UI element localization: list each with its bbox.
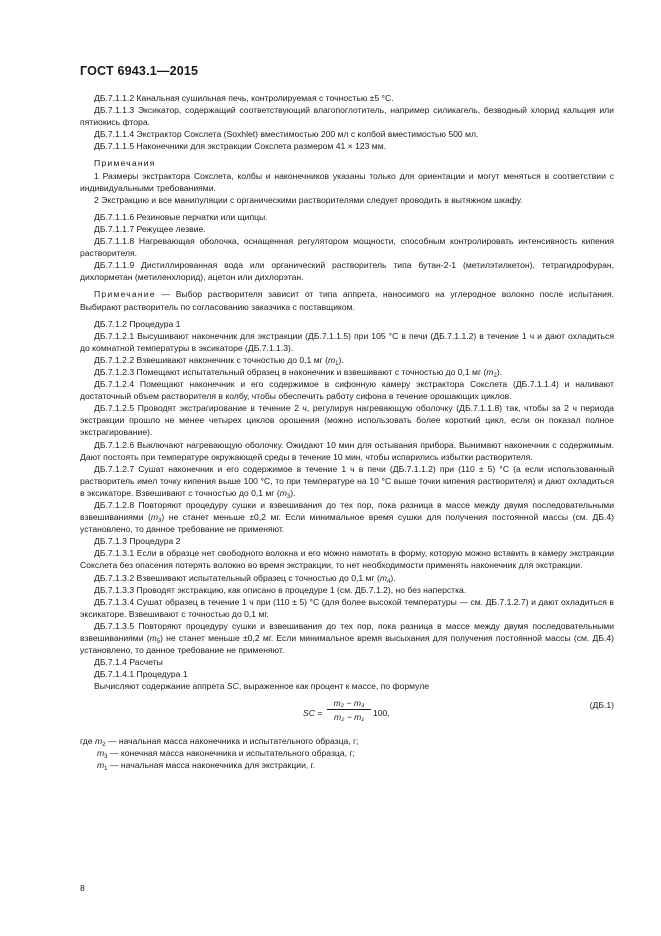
- note: Примечание — Выбор растворителя зависит от типа аппрета, наносимого на углеродное волокно после испытания. Выбирают растворитель по согласованию заказчика с поставщиком.: [80, 289, 614, 312]
- paragraph: ДБ.7.1.2.6 Выключают нагревающую оболочку. Ожидают 10 мин для остывания прибора. Вынимают наконечник с содержимым. Дают постоять при температуре окружающей среды в течение 10 мин, чтобы испарились избытки растворителя.: [80, 439, 614, 462]
- paragraph: ДБ.7.1.2.5 Проводят экстрагирование в течение 2 ч, регулируя нагревающую оболочку (ДБ.7.1.1.8) так, чтобы за 2 ч периода экстракции прошло не менее четырех циклов орошения (можно использовать более короткий цикл, если он показал полное экстрагирование).: [80, 403, 614, 438]
- document-body: [80, 92, 614, 771]
- paragraph: ДБ.7.1.1.4 Экстрактор Сокслета (Soxhlet) вместимостью 200 мл с колбой вместимостью 500 мл.: [94, 129, 479, 140]
- where-line: $m_3$ — конечная масса наконечника и испытательного образца, г;: [97, 747, 355, 760]
- paragraph: Вычисляют содержание аппрета SC, выраженное как процент к массе, по формуле: [94, 681, 430, 692]
- section-heading: ДБ.7.1.2 Процедура 1: [94, 318, 181, 329]
- paragraph: ДБ.7.1.2.7 Сушат наконечник и его содержимое в течение 1 ч в печи (ДБ.7.1.1.2) при (110 ± 5) °С (а если использованный растворитель имел точку кипения выше 100 °С, то при температуре на 10 °С выше точки кипения растворителя) и дают охладиться в эксикаторе. Взвешивают с точностью до 0,1 мг $(m_3)$.: [80, 463, 614, 500]
- paragraph: ДБ.7.1.3.2 Взвешивают испытательный образец с точностью до 0,1 мг $(m_4)$.: [94, 572, 396, 585]
- notes-heading: Примечания: [94, 158, 156, 169]
- paragraph: ДБ.7.1.3.5 Повторяют процедуру сушки и взвешивания до тех пор, пока разница в массе между двумя последовательными взвешиваниями $(m_5)$ не станет меньше ±0,2 мг. Если минимальное время высыхания для получения постоянной массы (см. ДБ.4) установлено, то данное требование не применяют.: [80, 620, 614, 656]
- paragraph: ДБ.7.1.1.2 Канальная сушильная печь, контролируемая с точностью ±5 °С.: [94, 93, 394, 103]
- formula-multiplier: 100,: [373, 707, 390, 718]
- note-label: Примечание: [94, 289, 156, 300]
- paragraph: ДБ.7.1.1.3 Эксикатор, содержащий соответствующий влагопоглотитель, например силикагель, безводный хлорид кальция или пятиокись фтора.: [80, 105, 614, 128]
- formula-numerator: m₂ − m₃: [333, 697, 365, 708]
- where-line: $m_1$ — начальная масса наконечника для экстракции, г.: [97, 759, 316, 772]
- section-heading: ДБ.7.1.4 Расчеты: [94, 657, 163, 668]
- paragraph: ДБ.7.1.2.8 Повторяют процедуру сушки и взвешивания до тех пор, пока разница в массе между двумя последовательными взвешиваниями $(m_3)$ не станет меньше ±0,2 мг. Если минимальное время сушки для получения постоянной массы (см. ДБ.4) установлено, то данное требование не применяют.: [80, 500, 615, 535]
- paragraph: ДБ.7.1.2.1 Высушивают наконечник для экстракции (ДБ.7.1.1.5) при 105 °С в печи (ДБ.7.1.1.2) в течение 1 ч и дают охладиться до комнатной температуры в эксикаторе (ДБ.7.1.1.3).: [80, 330, 614, 353]
- paragraph: ДБ.7.1.1.9 Дистиллированная вода или органический растворитель типа бутан-2-1 (метилэтилкетон), тетрагидрофуран, дихлорметан (метиленхлорид), ацетон или дихлорэтан.: [80, 260, 614, 283]
- paragraph: ДБ.7.1.1.6 Резиновые перчатки или щипцы.: [94, 211, 268, 222]
- paragraph: ДБ.7.1.2.2 Взвешивают наконечник с точностью до 0,1 мг $(m_1)$.: [94, 354, 344, 367]
- section-heading: ДБ.7.1.4.1 Процедура 1: [94, 669, 188, 680]
- note: 2 Экстракцию и все манипуляции с органическими растворителями следует проводить в вытяжном шкафу.: [94, 194, 523, 205]
- paragraph: ДБ.7.1.1.5 Наконечники для экстракции Сокслета размером 41 × 123 мм.: [94, 141, 387, 152]
- document-header: ГОСТ 6943.1—2015: [80, 64, 199, 78]
- paragraph: ДБ.7.1.3.3 Проводят экстракцию, как описано в процедуре 1 (см. ДБ.7.1.2), но без наперстка.: [94, 584, 467, 595]
- formula-db1: [80, 697, 614, 731]
- formula-fraction: [327, 697, 371, 723]
- note: 1 Размеры экстрактора Сокслета, колбы и наконечников указаны только для ориентации и могут меняться в соответствии с индивидуальными требованиями.: [80, 170, 614, 193]
- paragraph: ДБ.7.1.3.4 Сушат образец в течение 1 ч при (110 ± 5) °С (для более высокой температуры — см. ДБ.7.1.2.7) и дают охладиться в эксикаторе. Взвешивают с точностью до 0,1 мг.: [80, 596, 614, 619]
- formula-number: (ДБ.1): [589, 699, 614, 710]
- formula-lhs: SC =: [303, 707, 323, 718]
- where-line: где $m_2$ — начальная масса наконечника и испытательного образца, г;: [80, 735, 359, 748]
- section-heading: ДБ.7.1.3 Процедура 2: [94, 536, 181, 547]
- page-number: 8: [80, 883, 85, 893]
- paragraph: ДБ.7.1.1.8 Нагревающая оболочка, оснащенная регулятором мощности, способным контролировать интенсивность кипения растворителя.: [80, 236, 614, 259]
- paragraph: ДБ.7.1.1.7 Режущее лезвие.: [94, 223, 206, 234]
- paragraph: ДБ.7.1.2.4 Помещают наконечник и его содержимое в сифонную камеру экстрактора Сокслета (ДБ.7.1.1.4) и наливают достаточный объем растворителя в колбу, чтобы обеспечить работу сифона в течение орошающих циклов.: [80, 379, 614, 402]
- paragraph: ДБ.7.1.3.1 Если в образце нет свободного волокна и его можно намотать в форму, которую можно вставить в камеру экстракции Сокслета без опасения потерять волокно во время экстракции, то нет необходимости применять наконечник для экстракции.: [80, 548, 614, 571]
- paragraph: ДБ.7.1.2.3 Помещают испытательный образец в наконечник и взвешивают с точностью до 0,1 мг $(m_2)$.: [94, 366, 503, 379]
- formula-denominator: m₂ − m₁: [327, 709, 371, 723]
